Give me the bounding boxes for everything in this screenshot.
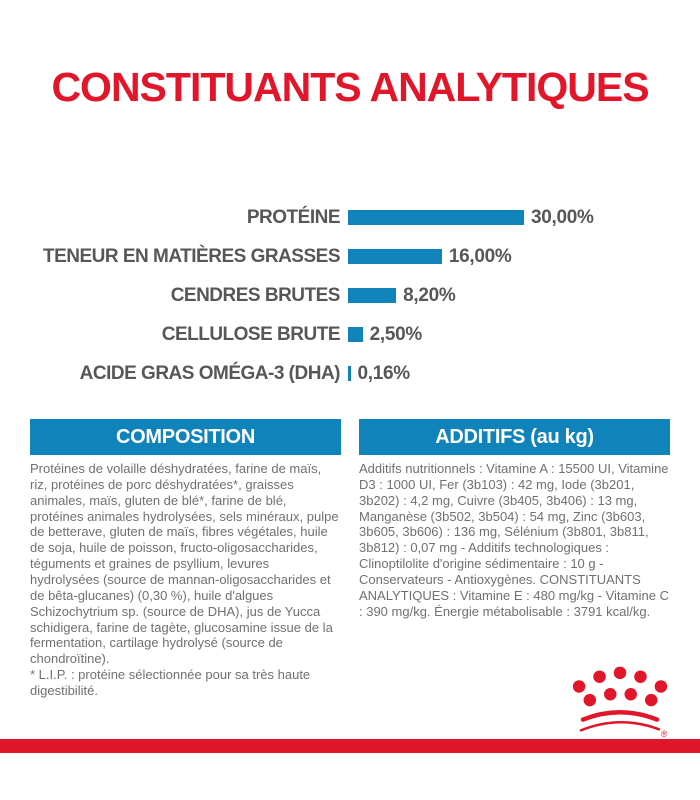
- chart-row-label: ACIDE GRAS OMÉGA-3 (DHA): [79, 362, 340, 384]
- chart-row: [0, 198, 700, 237]
- chart-row: [0, 276, 700, 315]
- crown-dots: [573, 667, 667, 707]
- chart-bar: [348, 288, 396, 303]
- chart-row-value: 2,50%: [369, 323, 423, 345]
- chart-row-value: 30,00%: [531, 206, 594, 228]
- chart-row-label: CENDRES BRUTES: [170, 284, 340, 306]
- chart-bar: [348, 249, 442, 264]
- composition-footnote: * L.I.P. : protéine sélectionnée pour sa très haute digestibilité.: [30, 667, 311, 699]
- composition-text: Protéines de volaille déshydratées, farine de maïs, riz, protéines de porc déshydratées*, graisses animales, maïs, gluten de blé*, farine de blé, protéines animales hydrolysées, sels minéraux, pulpe de betterave, gluten de maïs, fibres végétales, huile de soja, huile de poisson, fructo-oligosaccharides, téguments et graines de psyllium, levures hydrolysées (source de mannan-oligosaccharides et de bêta-glucanes) (0,30 %), huile d'algues Schizochytrium sp. (source de DHA), jus de Yucca schidigera, farine de tagète, glucosamine issue de la fermentation, cartilage hydrolysé (source de chondroïtine).: [30, 461, 339, 667]
- page-title: CONSTITUANTS ANALYTIQUES: [51, 64, 649, 110]
- additives-section: [359, 419, 670, 699]
- composition-section: [30, 419, 341, 699]
- chart-row-value: 16,00%: [448, 245, 512, 267]
- composition-header: COMPOSITION: [30, 419, 341, 455]
- chart-bar: [348, 327, 363, 342]
- royal-canin-crown-logo: [571, 666, 669, 742]
- info-columns: [30, 419, 670, 699]
- chart-row-label: TENEUR EN MATIÈRES GRASSES: [42, 245, 340, 267]
- chart-row: [0, 354, 700, 393]
- chart-row-value: 0,16%: [357, 362, 410, 384]
- chart-bar: [348, 366, 351, 381]
- chart-row-label: CELLULOSE BRUTE: [161, 323, 340, 345]
- analytical-constituents-chart: [0, 198, 700, 393]
- chart-bar: [348, 210, 524, 225]
- chart-row: [0, 237, 700, 276]
- additives-text: Additifs nutritionnels : Vitamine A : 15500 UI, Vitamine D3 : 1000 UI, Fer (3b103) : 42 mg, Iode (3b201, 3b202) : 4,2 mg, Cuivre (3b405, 3b406) : 13 mg, Manganèse (3b502, 3b504) : 54 mg, Zinc (3b603, 3b605, 3b606) : 136 mg, Sélénium (3b801, 3b811, 3b812) : 0,07 mg - Additifs technologiques : Clinoptilolite d'origine sédimentaire : 10 g - Conservateurs - Antioxygènes. CONSTITUANTS ANALYTIQUES : Vitamine E : 480 mg/kg - Vitamine C : 390 mg/kg. Énergie métabolisable : 3791 kcal/kg.: [359, 461, 669, 619]
- bottom-red-bar: [0, 739, 700, 753]
- chart-row: [0, 315, 700, 354]
- chart-row-value: 8,20%: [403, 284, 456, 306]
- registered-trademark-mark: ®: [660, 729, 668, 740]
- additives-header: ADDITIFS (au kg): [359, 419, 670, 455]
- crown-arcs: [581, 712, 659, 730]
- chart-row-label: PROTÉINE: [246, 206, 340, 228]
